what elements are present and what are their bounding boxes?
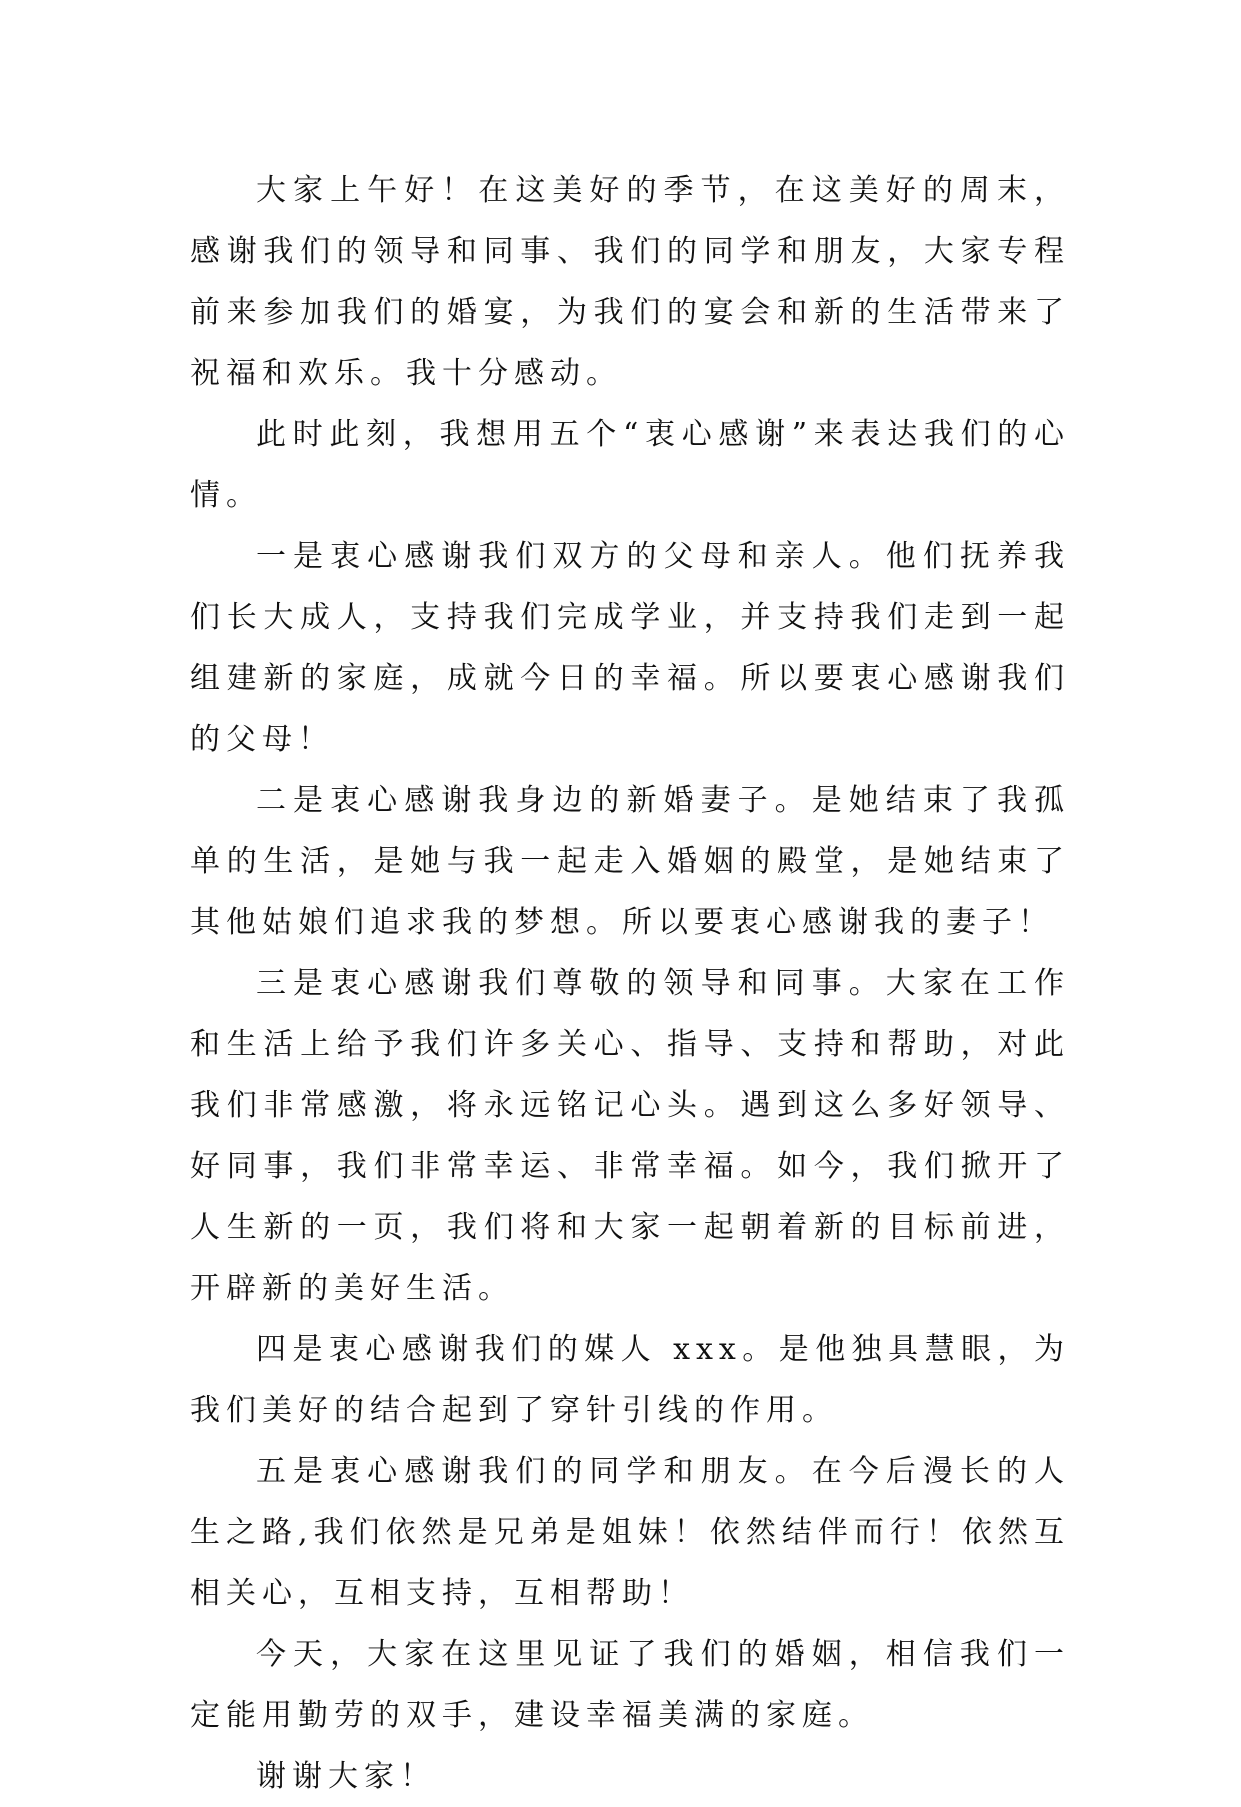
paragraph-intro: 此时此刻，我想用五个“衷心感谢”来表达我们的心情。 [190, 417, 1070, 513]
paragraph-closing: 谢谢大家！ [256, 1759, 436, 1794]
paragraph-witness: 今天，大家在这里见证了我们的婚姻，相信我们一定能用勤劳的双手，建设幸福美满的家庭。 [190, 1637, 1070, 1733]
paragraph-thanks-colleagues: 三是衷心感谢我们尊敬的领导和同事。大家在工作和生活上给予我们许多关心、指导、支持和帮助，对此我们非常感激，将永远铭记心头。遇到这么多好领导、好同事，我们非常幸运、非常幸福。如今，我们掀开了人生新的一页，我们将和大家一起朝着新的目标前进，开辟新的美好生活。 [190, 966, 1070, 1306]
paragraph-thanks-friends: 五是衷心感谢我们的同学和朋友。在今后漫长的人生之路,我们依然是兄弟是姐妹！依然结伴而行！依然互相关心，互相支持，互相帮助！ [190, 1454, 1070, 1611]
speech-body [190, 160, 1070, 1807]
paragraph-thanks-matchmaker: 四是衷心感谢我们的媒人 xxx。是他独具慧眼，为我们美好的结合起到了穿针引线的作用。 [190, 1332, 1070, 1428]
paragraph-thanks-wife: 二是衷心感谢我身边的新婚妻子。是她结束了我孤单的生活，是她与我一起走入婚姻的殿堂，是她结束了其他姑娘们追求我的梦想。所以要衷心感谢我的妻子！ [190, 783, 1070, 940]
paragraph-thanks-parents: 一是衷心感谢我们双方的父母和亲人。他们抚养我们长大成人，支持我们完成学业，并支持我们走到一起组建新的家庭，成就今日的幸福。所以要衷心感谢我们的父母！ [190, 539, 1070, 757]
paragraph-greeting: 大家上午好！在这美好的季节，在这美好的周末，感谢我们的领导和同事、我们的同学和朋友，大家专程前来参加我们的婚宴，为我们的宴会和新的生活带来了祝福和欢乐。我十分感动。 [190, 173, 1070, 391]
